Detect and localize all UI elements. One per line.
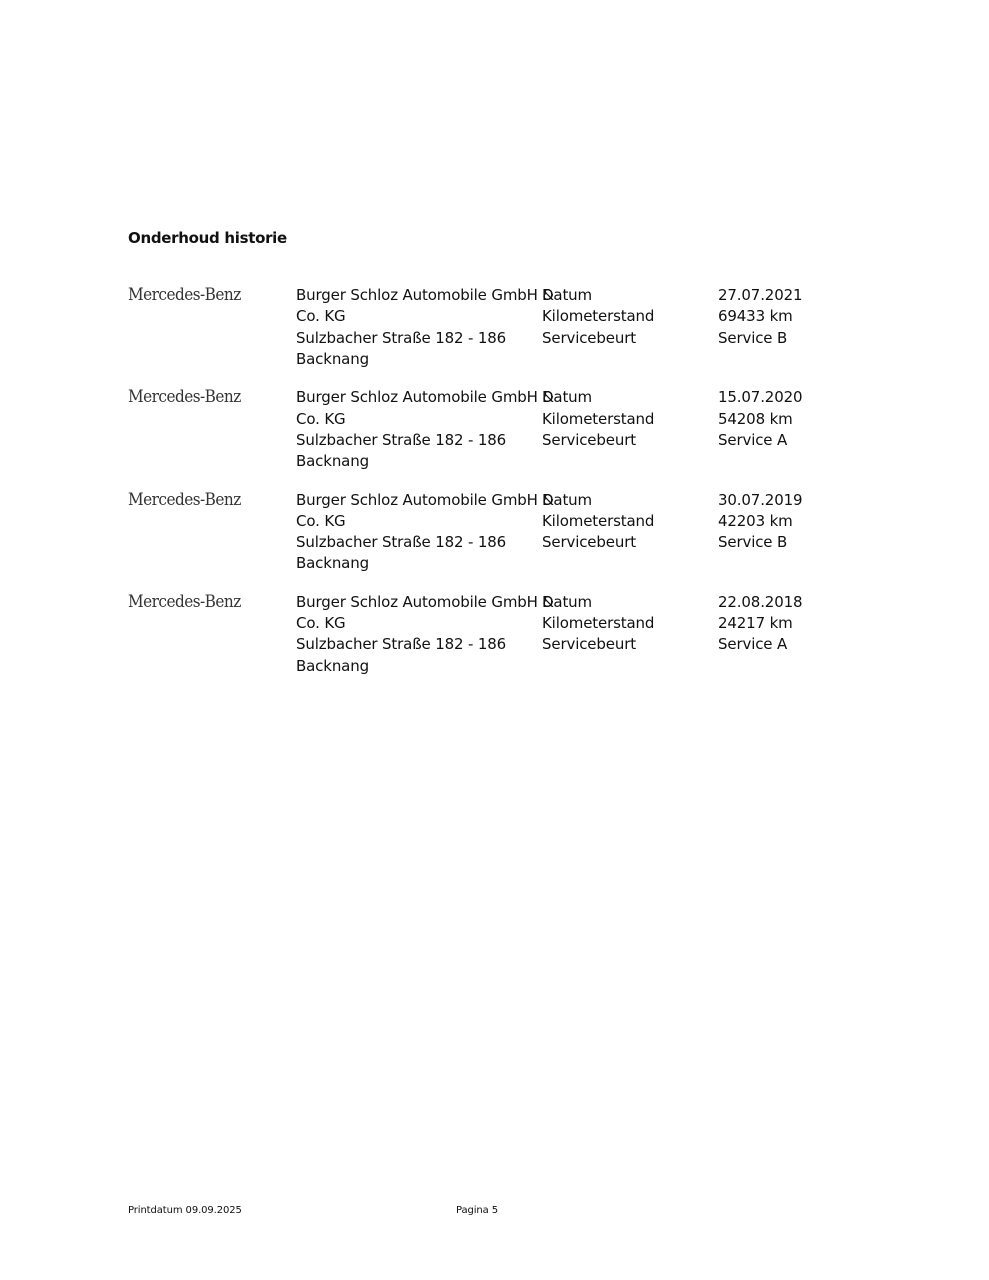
service-value: Service A [718, 430, 788, 449]
mileage-label: Kilometerstand [542, 307, 655, 326]
date-value: 15.07.2020 [718, 388, 803, 407]
date-label: Datum [542, 388, 592, 407]
date-label: Datum [542, 286, 592, 304]
dealer-city: Backnang [296, 452, 369, 471]
dealer-name: Burger Schloz Automobile GmbH & [296, 490, 554, 509]
mileage-label: Kilometerstand [542, 409, 655, 428]
brand-logo: Mercedes-Benz [128, 285, 241, 305]
dealer-street: Sulzbacher Straße 182 - 186 [296, 430, 507, 449]
mileage-value: 69433 km [718, 307, 793, 326]
service-value: Service A [718, 635, 788, 654]
mileage-value: 54208 km [718, 409, 793, 428]
service-value: Service B [718, 533, 788, 552]
dealer-name-suffix: Co. KG [296, 614, 346, 633]
service-label: Servicebeurt [542, 533, 636, 552]
service-record [128, 386, 828, 488]
dealer-street: Sulzbacher Straße 182 - 186 [296, 328, 507, 347]
service-label: Servicebeurt [542, 635, 636, 654]
service-record [128, 284, 828, 386]
dealer-name-suffix: Co. KG [296, 307, 346, 326]
dealer-city: Backnang [296, 349, 369, 368]
dealer-name: Burger Schloz Automobile GmbH & [296, 592, 554, 611]
brand-logo: Mercedes-Benz [128, 387, 241, 408]
date-value: 30.07.2019 [718, 490, 803, 509]
dealer-city: Backnang [296, 656, 369, 675]
date-label: Datum [542, 490, 592, 509]
mileage-value: 42203 km [718, 511, 793, 530]
brand-logo: Mercedes-Benz [128, 591, 241, 612]
dealer-name: Burger Schloz Automobile GmbH & [296, 286, 554, 304]
date-label: Datum [542, 592, 592, 611]
maintenance-history-list [128, 284, 828, 693]
mileage-label: Kilometerstand [542, 511, 655, 530]
service-label: Servicebeurt [542, 430, 636, 449]
service-label: Servicebeurt [542, 328, 636, 347]
mileage-value: 24217 km [718, 614, 793, 633]
dealer-name-suffix: Co. KG [296, 409, 346, 428]
service-record [128, 591, 828, 693]
page-number: Pagina 5 [456, 1205, 499, 1216]
brand-logo: Mercedes-Benz [128, 489, 241, 510]
dealer-city: Backnang [296, 554, 369, 573]
date-value: 27.07.2021 [718, 286, 803, 304]
service-value: Service B [718, 328, 788, 347]
dealer-name-suffix: Co. KG [296, 511, 346, 530]
service-record [128, 489, 828, 591]
page-title: Onderhoud historie [128, 229, 287, 247]
date-value: 22.08.2018 [718, 592, 803, 611]
dealer-street: Sulzbacher Straße 182 - 186 [296, 635, 507, 654]
dealer-street: Sulzbacher Straße 182 - 186 [296, 533, 507, 552]
print-date: Printdatum 09.09.2025 [128, 1205, 242, 1216]
mileage-label: Kilometerstand [542, 614, 655, 633]
dealer-name: Burger Schloz Automobile GmbH & [296, 388, 554, 407]
